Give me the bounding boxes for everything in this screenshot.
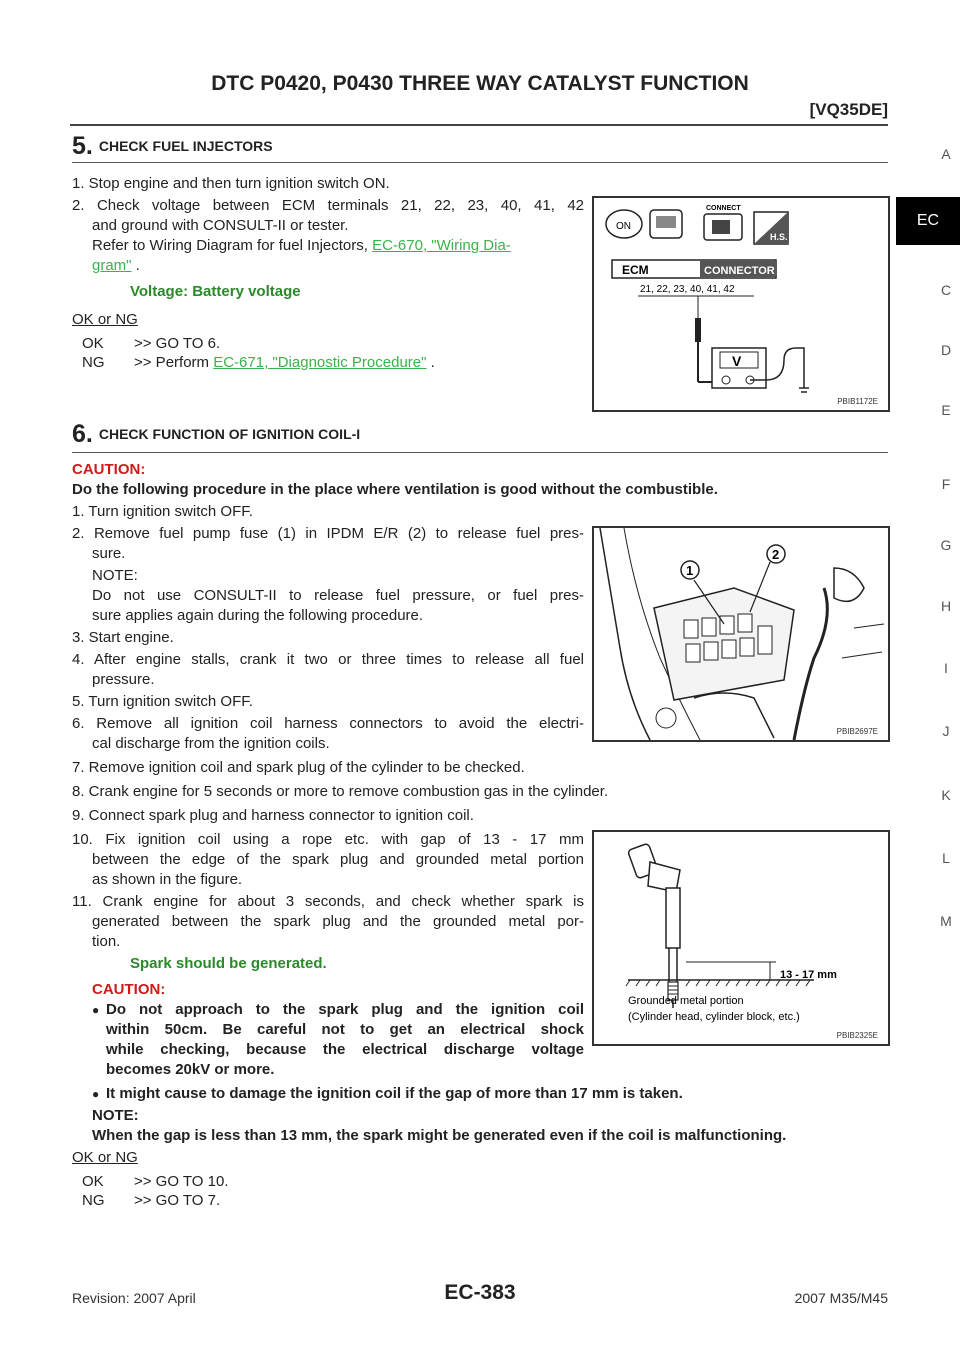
step6-okng: OK or NG	[72, 1149, 138, 1166]
step5-link-tail: .	[131, 257, 140, 274]
step6-ng-text: >> GO TO 7.	[134, 1192, 221, 1209]
caution-bullet2	[92, 1084, 683, 1104]
note2-text: When the gap is less than 13 mm, the spark might be generated even if the coil is malfunctioning.	[92, 1127, 787, 1144]
figure-ipdm-fuse	[592, 526, 890, 742]
index-g[interactable]: G	[940, 537, 952, 553]
ecm-connector-diagram	[594, 198, 888, 410]
step6-rule	[72, 452, 888, 453]
figure-spark-gap	[592, 830, 890, 1046]
gap-label: 13 - 17 mm	[780, 969, 837, 981]
wiring-diagram-link-a[interactable]: EC-670, "Wiring Dia-	[372, 237, 511, 254]
step5-item2d	[92, 256, 140, 276]
step6-line4a: 4. After engine stalls, crank it two or three times to release all fuel	[72, 651, 584, 668]
note-line-b: sure applies again during the following procedure.	[92, 607, 424, 624]
step6-ng-label: NG	[82, 1192, 105, 1209]
figure1-id: PBIB1172E	[837, 397, 878, 406]
step5-item2: 2. Check voltage between ECM terminals 21, 22, 23, 40, 41, 42	[72, 197, 584, 214]
step6-line11b: generated between the spark plug and the grounded metal por-	[92, 913, 584, 930]
index-j[interactable]: J	[942, 723, 950, 739]
step5-ng-label: NG	[82, 354, 105, 371]
ignition-coil-drawing	[594, 832, 888, 1044]
bullet1-line-b: within 50cm. Be careful not to get an electrical shock	[106, 1021, 584, 1038]
index-d[interactable]: D	[940, 342, 952, 358]
page-title: DTC P0420, P0430 THREE WAY CATALYST FUNCTION	[211, 72, 749, 95]
step6-line7: 7. Remove ignition coil and spark plug of the cylinder to be checked.	[72, 759, 525, 776]
callout-2-label: 2	[772, 547, 780, 562]
step5-ng-text: >> Perform	[134, 354, 214, 371]
step6-line10c: as shown in the figure.	[92, 871, 243, 888]
index-h[interactable]: H	[940, 598, 952, 614]
connector-label: CONNECTOR	[704, 265, 775, 277]
step5-ng-tail: .	[426, 354, 435, 371]
caution-label: CAUTION:	[72, 461, 146, 478]
step6-line8: 8. Crank engine for 5 seconds or more to remove combustion gas in the cylinder.	[72, 783, 609, 800]
figure3-id: PBIB2325E	[836, 1031, 878, 1040]
step5-item2c-text: Refer to Wiring Diagram for fuel Injectors,	[92, 237, 373, 254]
step5-heading	[72, 132, 273, 161]
footer-model: 2007 M35/M45	[794, 1290, 888, 1306]
step5-spec: Voltage: Battery voltage	[130, 283, 301, 300]
index-k[interactable]: K	[941, 787, 951, 803]
caution2-label: CAUTION:	[92, 981, 166, 998]
step6-line6b: cal discharge from the ignition coils.	[92, 735, 330, 752]
header-rule	[70, 124, 888, 126]
index-e[interactable]: E	[941, 402, 951, 418]
bolt-icon	[656, 708, 676, 728]
step6-line4b: pressure.	[92, 671, 155, 688]
index-c[interactable]: C	[940, 282, 952, 298]
note-line-a: Do not use CONSULT-II to release fuel pressure, or fuel pres-	[92, 587, 584, 604]
ipdm-engine-bay-drawing	[594, 528, 888, 740]
step5-item1: 1. Stop engine and then turn ignition switch ON.	[72, 175, 390, 192]
probe-icon	[695, 318, 701, 342]
index-ec-active[interactable]: EC	[896, 197, 960, 245]
ecm-label: ECM	[622, 263, 649, 277]
diagnostic-procedure-link[interactable]: EC-671, "Diagnostic Procedure"	[213, 354, 427, 371]
step5-ok-text: >> GO TO 6.	[134, 335, 221, 352]
terminals-label: 21, 22, 23, 40, 41, 42	[640, 284, 735, 295]
step5-okng: OK or NG	[72, 311, 138, 328]
bullet2-text: It might cause to damage the ignition coil if the gap of more than 17 mm is taken.	[106, 1085, 683, 1102]
ipdm-cover	[694, 693, 774, 738]
step6-line2b: sure.	[92, 545, 126, 562]
step6-line10a: 10. Fix ignition coil using a rope etc. with gap of 13 - 17 mm	[72, 831, 584, 848]
terminal-clamp	[834, 568, 864, 601]
connector-plug-icon	[712, 220, 730, 234]
step5-number: 5.	[72, 132, 93, 160]
on-label: ON	[616, 221, 631, 232]
index-l[interactable]: L	[942, 850, 950, 866]
footer-revision: Revision: 2007 April	[72, 1290, 196, 1306]
step6-line1: 1. Turn ignition switch OFF.	[72, 503, 253, 520]
page-number: EC-383	[444, 1281, 516, 1304]
index-m[interactable]: M	[940, 913, 952, 929]
step6-line11a: 11. Crank engine for about 3 seconds, and check whether spark is	[72, 893, 584, 910]
positive-terminal-icon	[722, 376, 730, 384]
voltmeter-label: V	[732, 353, 742, 369]
step6-line3: 3. Start engine.	[72, 629, 174, 646]
step6-line11c: tion.	[92, 933, 121, 950]
hs-label: H.S.	[770, 232, 788, 242]
caution-bullet1	[92, 1000, 584, 1080]
ground-caption-1: Grounded metal portion	[628, 995, 744, 1007]
step6-ok-text: >> GO TO 10.	[134, 1173, 229, 1190]
bracket-lines	[842, 624, 884, 658]
step6-line5: 5. Turn ignition switch OFF.	[72, 693, 253, 710]
step6-line6a: 6. Remove all ignition coil harness connectors to avoid the electri-	[72, 715, 584, 732]
step5-ok-label: OK	[82, 335, 104, 352]
fender-line	[600, 528, 650, 740]
figure-ecm-connector	[592, 196, 890, 412]
step5-rule	[72, 162, 888, 163]
coil-body	[666, 888, 680, 948]
connect-label: CONNECT	[706, 205, 741, 212]
bullet1-line-d: becomes 20kV or more.	[106, 1061, 275, 1078]
figure2-id: PBIB2697E	[836, 727, 878, 736]
step6-number: 6.	[72, 420, 93, 448]
wiring-diagram-link-b[interactable]: gram"	[92, 257, 132, 274]
step6-heading	[72, 420, 360, 449]
consult-screen-icon	[656, 216, 676, 228]
step6-line2a: 2. Remove fuel pump fuse (1) in IPDM E/R (2) to release fuel pres-	[72, 525, 584, 542]
step6-line10b: between the edge of the spark plug and grounded metal portion	[92, 851, 584, 868]
note-label: NOTE:	[92, 567, 138, 584]
step6-title: CHECK FUNCTION OF IGNITION COIL-I	[98, 426, 361, 442]
bullet-icon: ●	[92, 1003, 100, 1017]
battery-cable	[794, 588, 827, 740]
step5-ng-line	[134, 353, 435, 373]
step5-title: CHECK FUEL INJECTORS	[98, 138, 273, 154]
engine-model: [VQ35DE]	[809, 100, 888, 119]
bullet-icon: ●	[92, 1087, 100, 1101]
bullet1-line-c: while checking, because the electrical discharge voltage	[106, 1041, 584, 1058]
step6-line9: 9. Connect spark plug and harness connector to ignition coil.	[72, 807, 474, 824]
step6-ok-label: OK	[82, 1173, 104, 1190]
note2-label: NOTE:	[92, 1107, 139, 1124]
index-a[interactable]: A	[941, 146, 951, 162]
step5-item2c	[92, 236, 511, 256]
step6-spec: Spark should be generated.	[130, 955, 327, 972]
callout-1-label: 1	[686, 563, 694, 578]
index-i[interactable]: I	[944, 660, 948, 676]
index-f[interactable]: F	[941, 476, 951, 492]
bullet1-line-a: Do not approach to the spark plug and the ignition coil	[106, 1001, 584, 1018]
step5-item2b: and ground with CONSULT-II or tester.	[92, 217, 349, 234]
ground-caption-2: (Cylinder head, cylinder block, etc.)	[628, 1011, 800, 1023]
caution-text: Do the following procedure in the place where ventilation is good without the combustible.	[72, 481, 718, 498]
